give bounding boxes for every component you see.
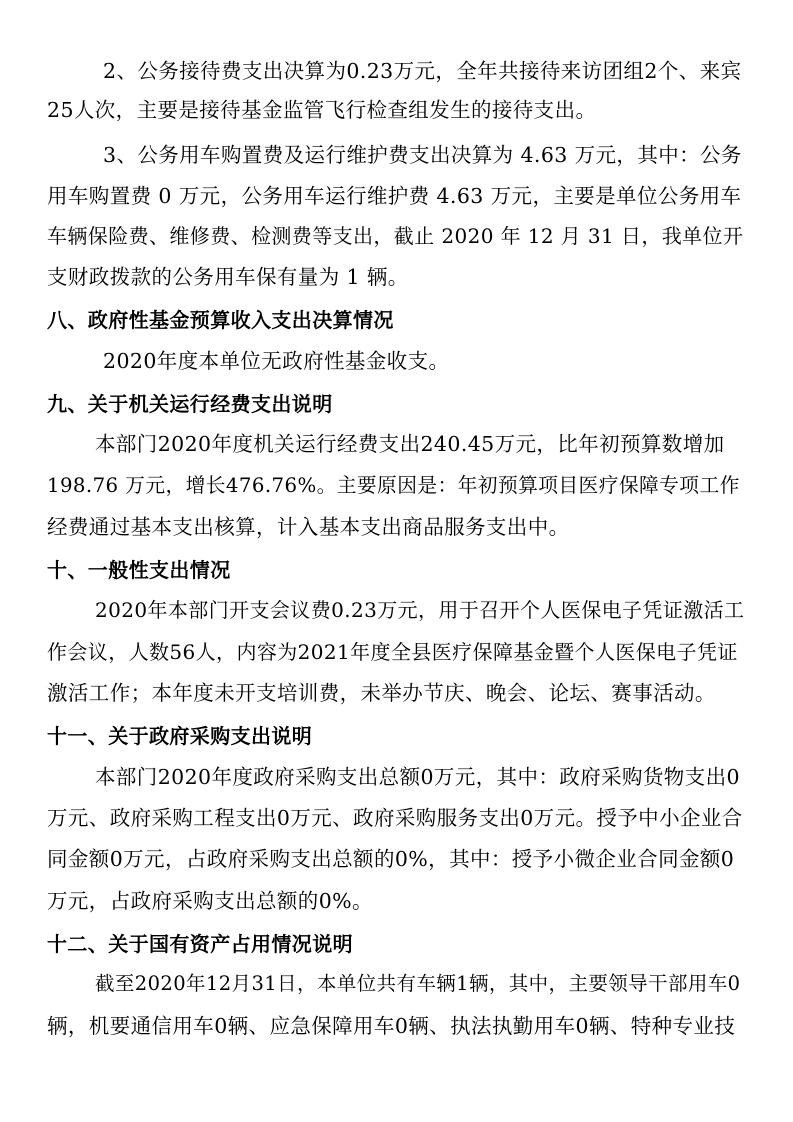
section-10-line-3: 激活工作；本年度未开支培训费，未举办节庆、晚会、论坛、赛事活动。 [47, 681, 716, 705]
section-10-heading: 十、一般性支出情况 [47, 558, 231, 582]
section-9-line-2: 198.76 万元，增长476.76%。主要原因是：年初预算项目医疗保障专项工作 [47, 474, 740, 497]
section-8-line-1: 2020年度本单位无政府性基金收支。 [103, 349, 450, 373]
item3-line-2: 用车购置费 0 万元，公务用车运行维护费 4.63 万元，主要是单位公务用车 [47, 184, 742, 208]
item2-line-2: 25人次，主要是接待基金监管飞行检查组发生的接待支出。 [47, 98, 597, 122]
item3-line-4: 支财政拨款的公务用车保有量为 1 辆。 [47, 265, 409, 289]
section-11-line-2: 万元、政府采购工程支出0万元、政府采购服务支出0万元。授予中小企业合 [47, 806, 743, 830]
section-11-line-3: 同金额0万元，占政府采购支出总额的0%，其中：授予小微企业合同金额0 [47, 847, 735, 871]
section-12-heading: 十二、关于国有资产占用情况说明 [47, 932, 353, 956]
section-12-line-1: 截至2020年12月31日，本单位共有车辆1辆，其中，主要领导干部用车0 [95, 972, 741, 995]
section-10-line-1: 2020年本部门开支会议费0.23万元，用于召开个人医保电子凭证激活工 [95, 598, 745, 622]
section-11-heading: 十一、关于政府采购支出说明 [47, 724, 313, 748]
item3-line-1: 3、公务用车购置费及运行维护费支出决算为 4.63 万元，其中：公务 [103, 143, 742, 167]
item2-line-1: 2、公务接待费支出决算为0.23万元，全年共接待来访团组2个、来宾 [103, 59, 742, 83]
section-10-line-2: 作会议，人数56人，内容为2021年度全县医疗保障基金暨个人医保电子凭证 [47, 640, 738, 664]
section-12-line-2: 辆，机要通信用车0辆、应急保障用车0辆、执法执勤用车0辆、特种专业技 [47, 1014, 736, 1038]
section-9-line-1: 本部门2020年度机关运行经费支出240.45万元，比年初预算数增加 [95, 432, 725, 456]
section-11-line-4: 万元，占政府采购支出总额的0%。 [47, 889, 373, 913]
item3-line-3: 车辆保险费、维修费、检测费等支出，截止 2020 年 12 月 31 日，我单位开 [47, 224, 744, 248]
section-8-heading: 八、政府性基金预算收入支出决算情况 [47, 308, 394, 332]
section-9-heading: 九、关于机关运行经费支出说明 [47, 392, 333, 416]
section-11-line-1: 本部门2020年度政府采购支出总额0万元，其中：政府采购货物支出0 [95, 765, 740, 789]
section-9-line-3: 经费通过基本支出核算，计入基本支出商品服务支出中。 [47, 515, 570, 539]
